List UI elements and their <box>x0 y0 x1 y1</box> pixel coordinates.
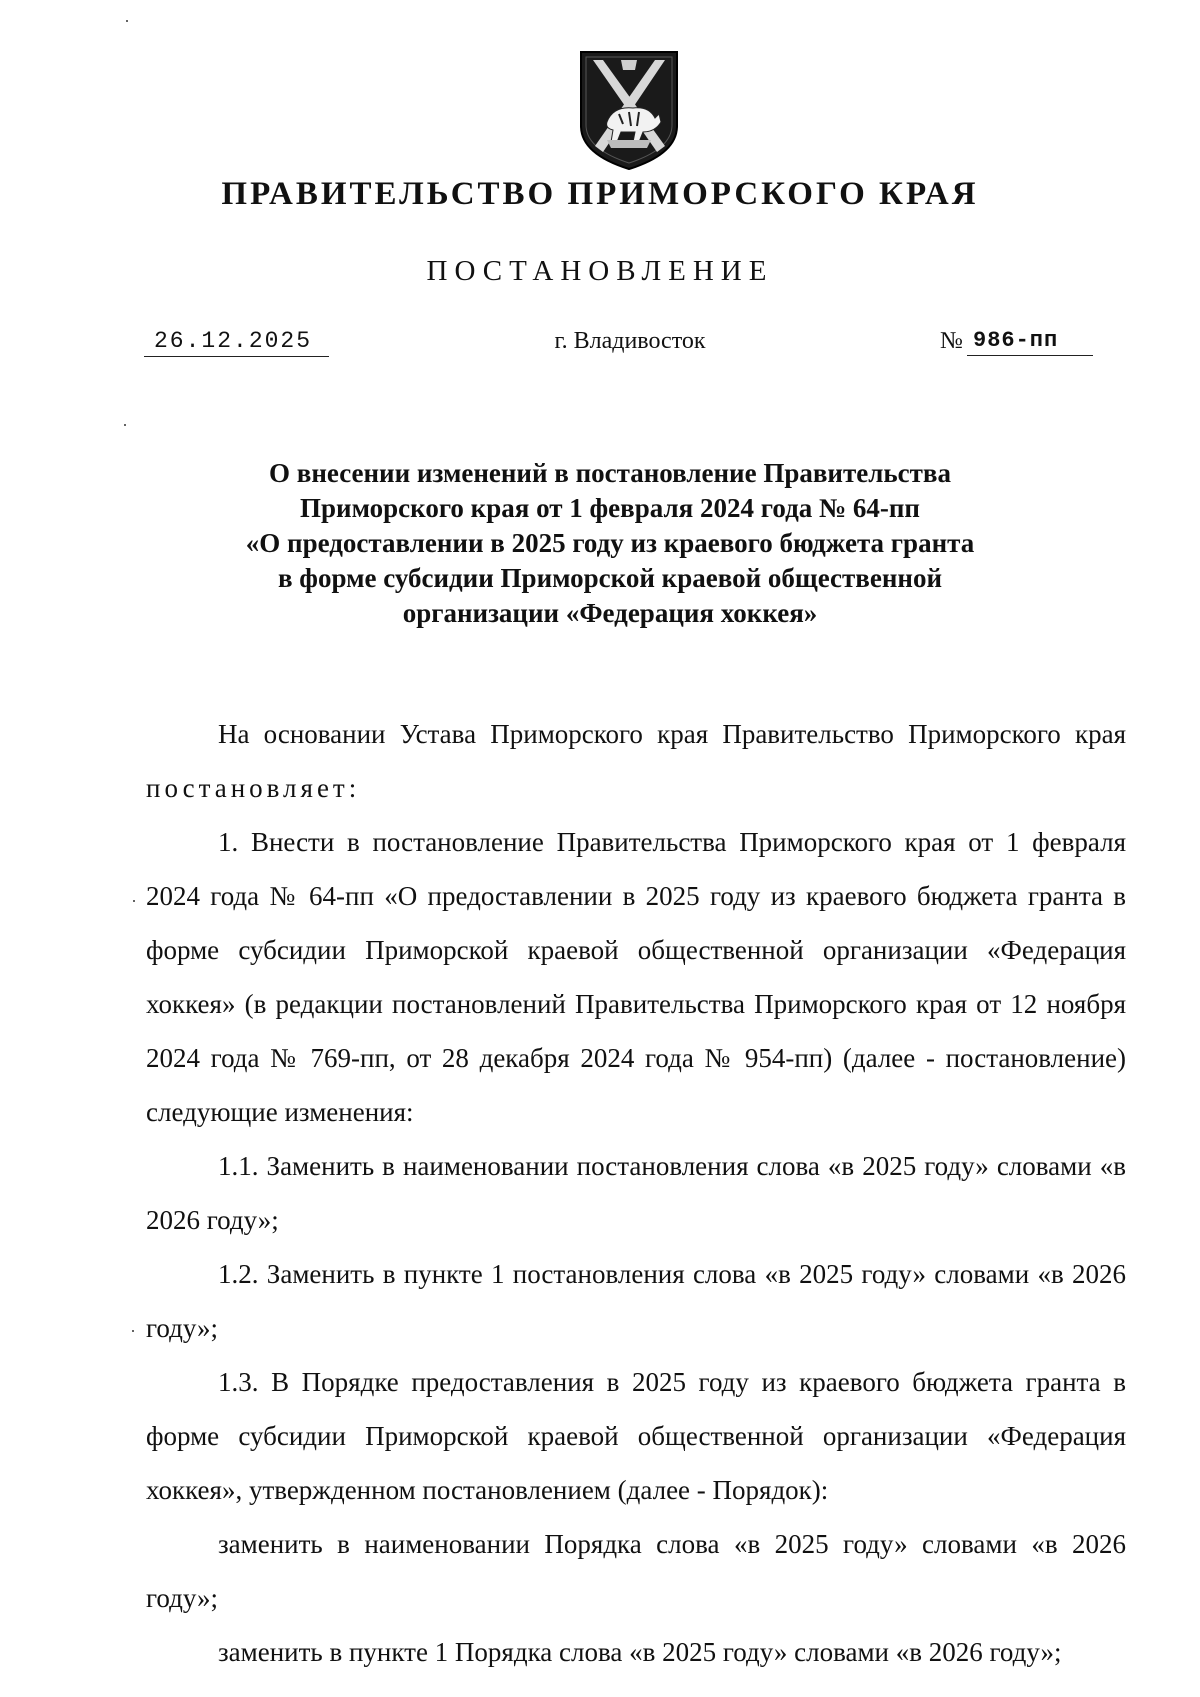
subject-line: О внесении изменений в постановление Правительства <box>269 458 951 488</box>
subject-line: организации «Федерация хоккея» <box>402 598 818 628</box>
scan-speck <box>132 1330 134 1332</box>
intro-paragraph <box>146 707 1126 815</box>
clause-1-3-item-a: заменить в наименовании Порядка слова «в 2025 году» словами «в 2026 году»; <box>146 1529 1126 1613</box>
document-meta <box>0 328 1200 368</box>
scan-speck <box>124 424 126 426</box>
clause-1-3-item-b: заменить в пункте 1 Порядка слова «в 2025 году» словами «в 2026 году»; <box>218 1637 1062 1667</box>
clause-1: 1. Внести в постановление Правительства Приморского края от 1 февраля 2024 года № 64-пп «О предоставлении в 2025 году из краевого бюджета гранта в форме субсидии Приморской краевой общественной организации «Федерация хоккея» (в редакции постановлений Правительства Приморского края от 12 ноября 2024 года № 769-пп, от 28 декабря 2024 года № 954-пп) (далее - постановление) следующие изменения: <box>146 827 1126 1127</box>
subject-line: Приморского края от 1 февраля 2024 года № 64-пп <box>300 493 920 523</box>
clause-1-3: 1.3. В Порядке предоставления в 2025 году из краевого бюджета гранта в форме субсидии Приморской краевой общественной организации «Федерация хоккея», утвержденном постановлением (далее - Порядок): <box>146 1367 1126 1505</box>
subject-line: «О предоставлении в 2025 году из краевого бюджета гранта <box>245 528 975 558</box>
government-name: ПРАВИТЕЛЬСТВО ПРИМОРСКОГО КРАЯ <box>221 176 979 212</box>
document-type: ПОСТАНОВЛЕНИЕ <box>426 255 774 287</box>
resolves-word: постановляет: <box>146 773 361 803</box>
scan-speck <box>126 20 128 22</box>
document-number-label: № <box>940 328 963 354</box>
clause-1-2: 1.2. Заменить в пункте 1 постановления слова «в 2025 году» словами «в 2026 году»; <box>146 1259 1126 1343</box>
primorsky-krai-coat-of-arms-icon <box>577 48 681 172</box>
document-subject <box>200 456 1020 631</box>
clause-1-1: 1.1. Заменить в наименовании постановления слова «в 2025 году» словами «в 2026 году»; <box>146 1151 1126 1235</box>
document-body <box>146 707 1126 1679</box>
intro-text: На основании Устава Приморского края Правительство Приморского края <box>218 719 1126 749</box>
document-date: 26.12.2025 <box>144 328 329 357</box>
document-number: 986-пп <box>967 328 1093 356</box>
scan-speck <box>133 900 135 902</box>
subject-line: в форме субсидии Приморской краевой общественной <box>277 563 943 593</box>
document-city: г. Владивосток <box>554 328 706 354</box>
